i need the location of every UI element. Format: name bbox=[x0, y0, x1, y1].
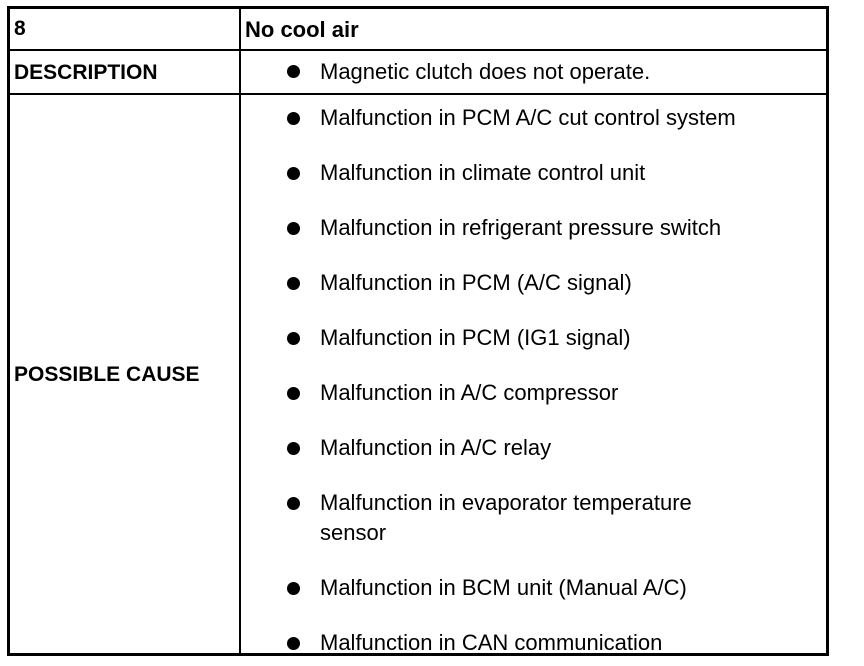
cause-text: Malfunction in climate control unit bbox=[320, 160, 646, 185]
cause-text: Malfunction in PCM (A/C signal) bbox=[320, 270, 632, 295]
cause-text: Malfunction in A/C relay bbox=[320, 435, 552, 460]
bullet-icon bbox=[287, 332, 300, 345]
bullet-icon bbox=[287, 442, 300, 455]
possible-cause-row bbox=[10, 95, 826, 653]
list-item bbox=[245, 213, 820, 243]
cause-text: Malfunction in evaporator temperature sensor bbox=[320, 490, 692, 545]
list-item bbox=[245, 323, 820, 353]
list-item bbox=[245, 488, 820, 548]
description-list bbox=[245, 59, 820, 85]
cause-text: Malfunction in BCM unit (Manual A/C) bbox=[320, 575, 687, 600]
description-text: Magnetic clutch does not operate. bbox=[320, 59, 651, 84]
bullet-icon bbox=[287, 277, 300, 290]
bullet-icon bbox=[287, 112, 300, 125]
troubleshooting-table bbox=[7, 6, 829, 656]
list-item bbox=[245, 158, 820, 188]
table-header-row bbox=[10, 9, 826, 51]
list-item bbox=[245, 59, 820, 85]
list-item bbox=[245, 103, 820, 133]
bullet-icon bbox=[287, 222, 300, 235]
bullet-icon bbox=[287, 582, 300, 595]
cause-text: Malfunction in PCM A/C cut control system bbox=[320, 105, 736, 130]
bullet-icon bbox=[287, 387, 300, 400]
bullet-icon bbox=[287, 637, 300, 650]
bullet-icon bbox=[287, 497, 300, 510]
list-item bbox=[245, 378, 820, 408]
list-item bbox=[245, 628, 820, 658]
list-item bbox=[245, 268, 820, 298]
cause-text: Malfunction in A/C compressor bbox=[320, 380, 619, 405]
description-content bbox=[245, 59, 820, 85]
possible-cause-label: POSSIBLE CAUSE bbox=[14, 363, 200, 386]
bullet-icon bbox=[287, 167, 300, 180]
cause-text: Malfunction in refrigerant pressure switch bbox=[320, 215, 722, 240]
description-label: DESCRIPTION bbox=[14, 61, 158, 84]
trouble-title: No cool air bbox=[245, 17, 359, 42]
possible-cause-list bbox=[245, 103, 820, 658]
list-item bbox=[245, 573, 820, 603]
list-item bbox=[245, 433, 820, 463]
bullet-icon bbox=[287, 65, 300, 78]
cause-text: Malfunction in CAN communication bbox=[320, 630, 663, 655]
description-row bbox=[10, 51, 826, 95]
cause-text: Malfunction in PCM (IG1 signal) bbox=[320, 325, 631, 350]
trouble-code: 8 bbox=[14, 17, 26, 40]
